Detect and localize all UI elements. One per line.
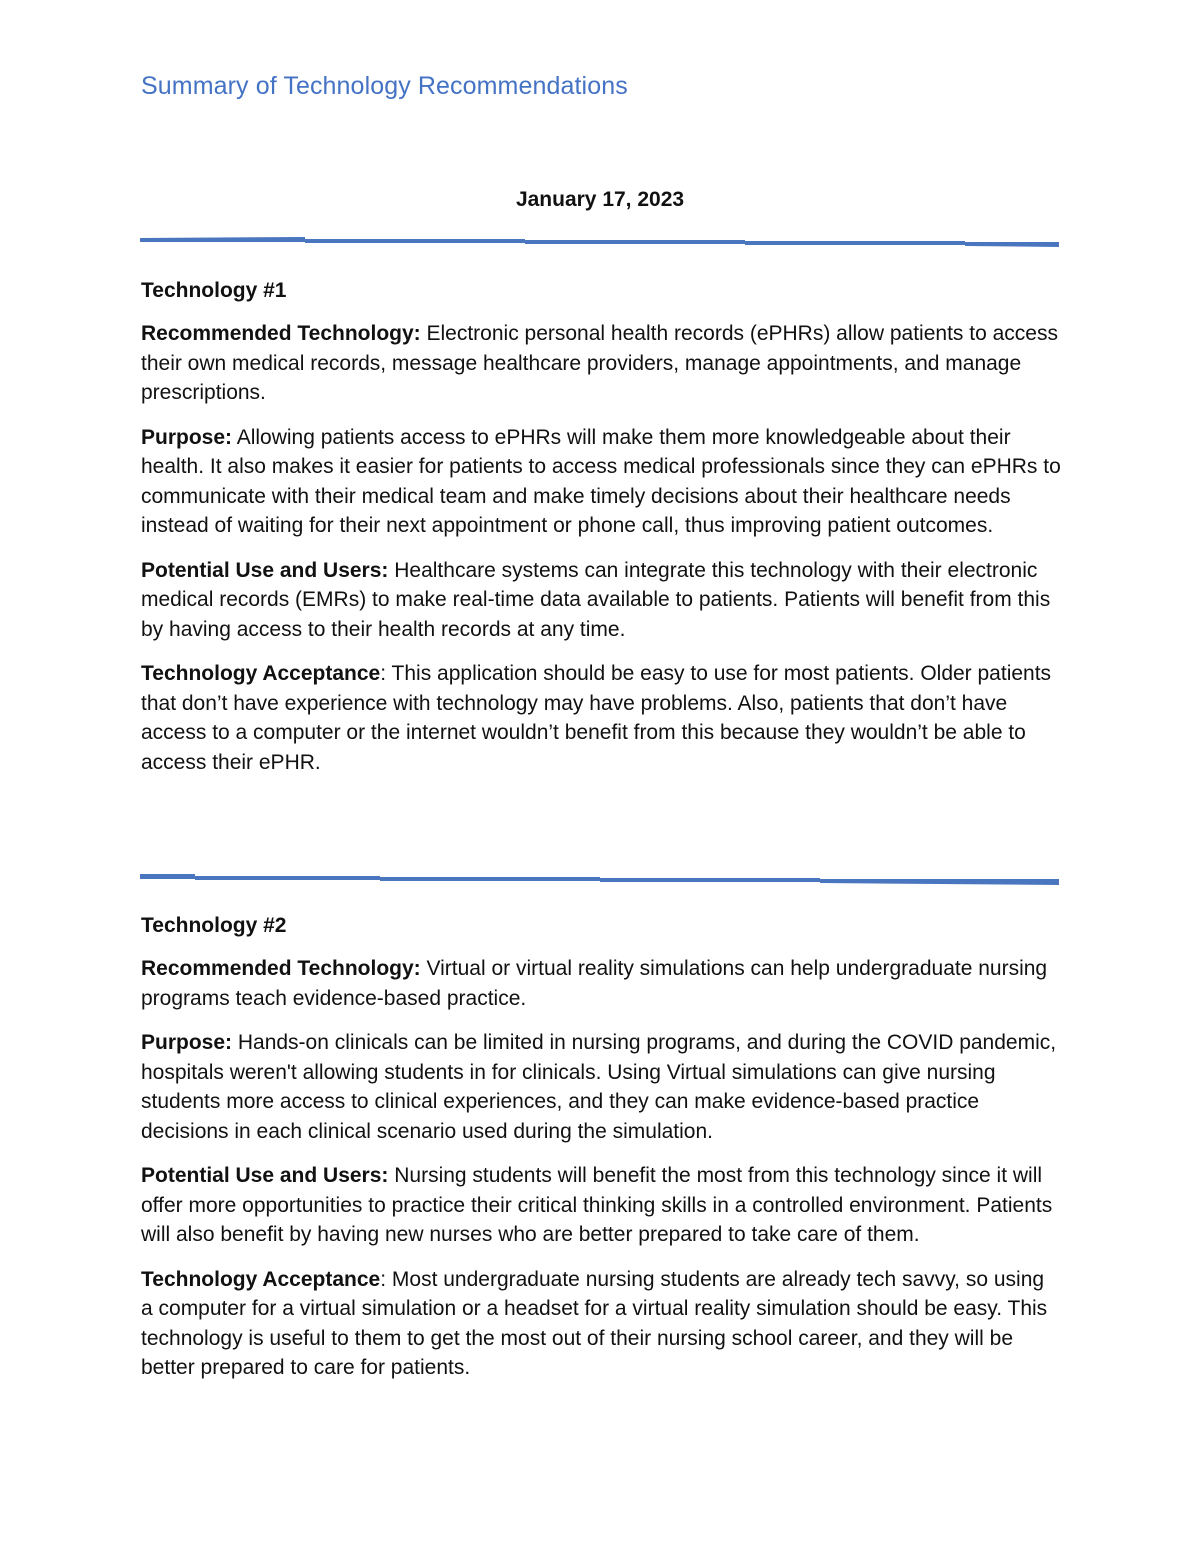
technology-acceptance-text: : Most undergraduate nursing students are already tech savvy, so using a computer for a virtual simulation or a headset for a virtual reality simulation should be easy. This technology is useful to them to get the most out of their nursing school career, and they will be better prepared to care for patients. [141,1267,1048,1379]
recommended-technology-text: Virtual or virtual reality simulations can help undergraduate nursing programs teach evidence-based practice. [141,957,1048,1010]
technology-section-2 [141,912,1061,1398]
potential-use-label: Potential Use and Users: [141,558,389,582]
purpose-paragraph [141,423,1061,541]
purpose-paragraph [141,1028,1061,1146]
potential-use-label: Potential Use and Users: [141,1164,389,1187]
purpose-text: Hands-on clinicals can be limited in nursing programs, and during the COVID pandemic, hospitals weren't allowing students in for clinicals. Using Virtual simulations can give nursing students more access to clinical experiences, and they can make evidence-based practice decisions in each clinical scenario used during the simulation. [141,1031,1057,1143]
document-date: January 17, 2023 [515,188,685,211]
technology-acceptance-text: : This application should be easy to use for most patients. Older patients that don’t have experience with technology may have problems. Also, patients that don’t have access to a computer or the internet wouldn’t benefit from this because they wouldn’t be able to access their ePHR. [141,662,1052,774]
recommended-technology-paragraph [141,954,1061,1013]
section-divider [140,872,1059,882]
divider-line [140,872,1059,886]
technology-heading: Technology #2 [141,914,287,937]
recommended-technology-label: Recommended Technology: [141,322,421,345]
potential-use-text: Healthcare systems can integrate this technology with their electronic medical records (EMRs) to make real-time data available to patients. Patients will benefit from this by having access to their health records at any time. [141,558,1051,641]
recommended-technology-text: Electronic personal health records (ePHRs) allow patients to access their own medical records, message healthcare providers, manage appointments, and manage prescriptions. [141,322,1058,404]
recommended-technology-paragraph [141,319,1061,408]
potential-use-paragraph [141,1161,1061,1250]
document-title: Summary of Technology Recommendations [141,72,628,100]
purpose-text: Allowing patients access to ePHRs will make them more knowledgeable about their health. It also makes it easier for patients to access medical professionals since they can ePHRs to communicate with their medical team and make timely decisions about their healthcare needs instead of waiting for their next appointment or phone call, thus improving patient outcomes. [141,425,1061,537]
technology-heading: Technology #1 [141,279,287,302]
divider-line [140,235,1059,249]
purpose-label: Purpose: [141,425,233,449]
technology-acceptance-paragraph [141,659,1061,777]
purpose-label: Purpose: [141,1031,233,1054]
potential-use-text: Nursing students will benefit the most from this technology since it will offer more opportunities to practice their critical thinking skills in a controlled environment. Patients will also benefit by having new nurses who are better prepared to take care of them. [141,1164,1053,1246]
section-divider [140,235,1059,245]
technology-section-1 [141,277,1061,792]
technology-acceptance-label: Technology Acceptance [141,1267,381,1291]
technology-acceptance-paragraph [141,1265,1061,1383]
technology-acceptance-label: Technology Acceptance [141,662,381,685]
potential-use-paragraph [141,556,1061,645]
recommended-technology-label: Recommended Technology: [141,957,421,980]
